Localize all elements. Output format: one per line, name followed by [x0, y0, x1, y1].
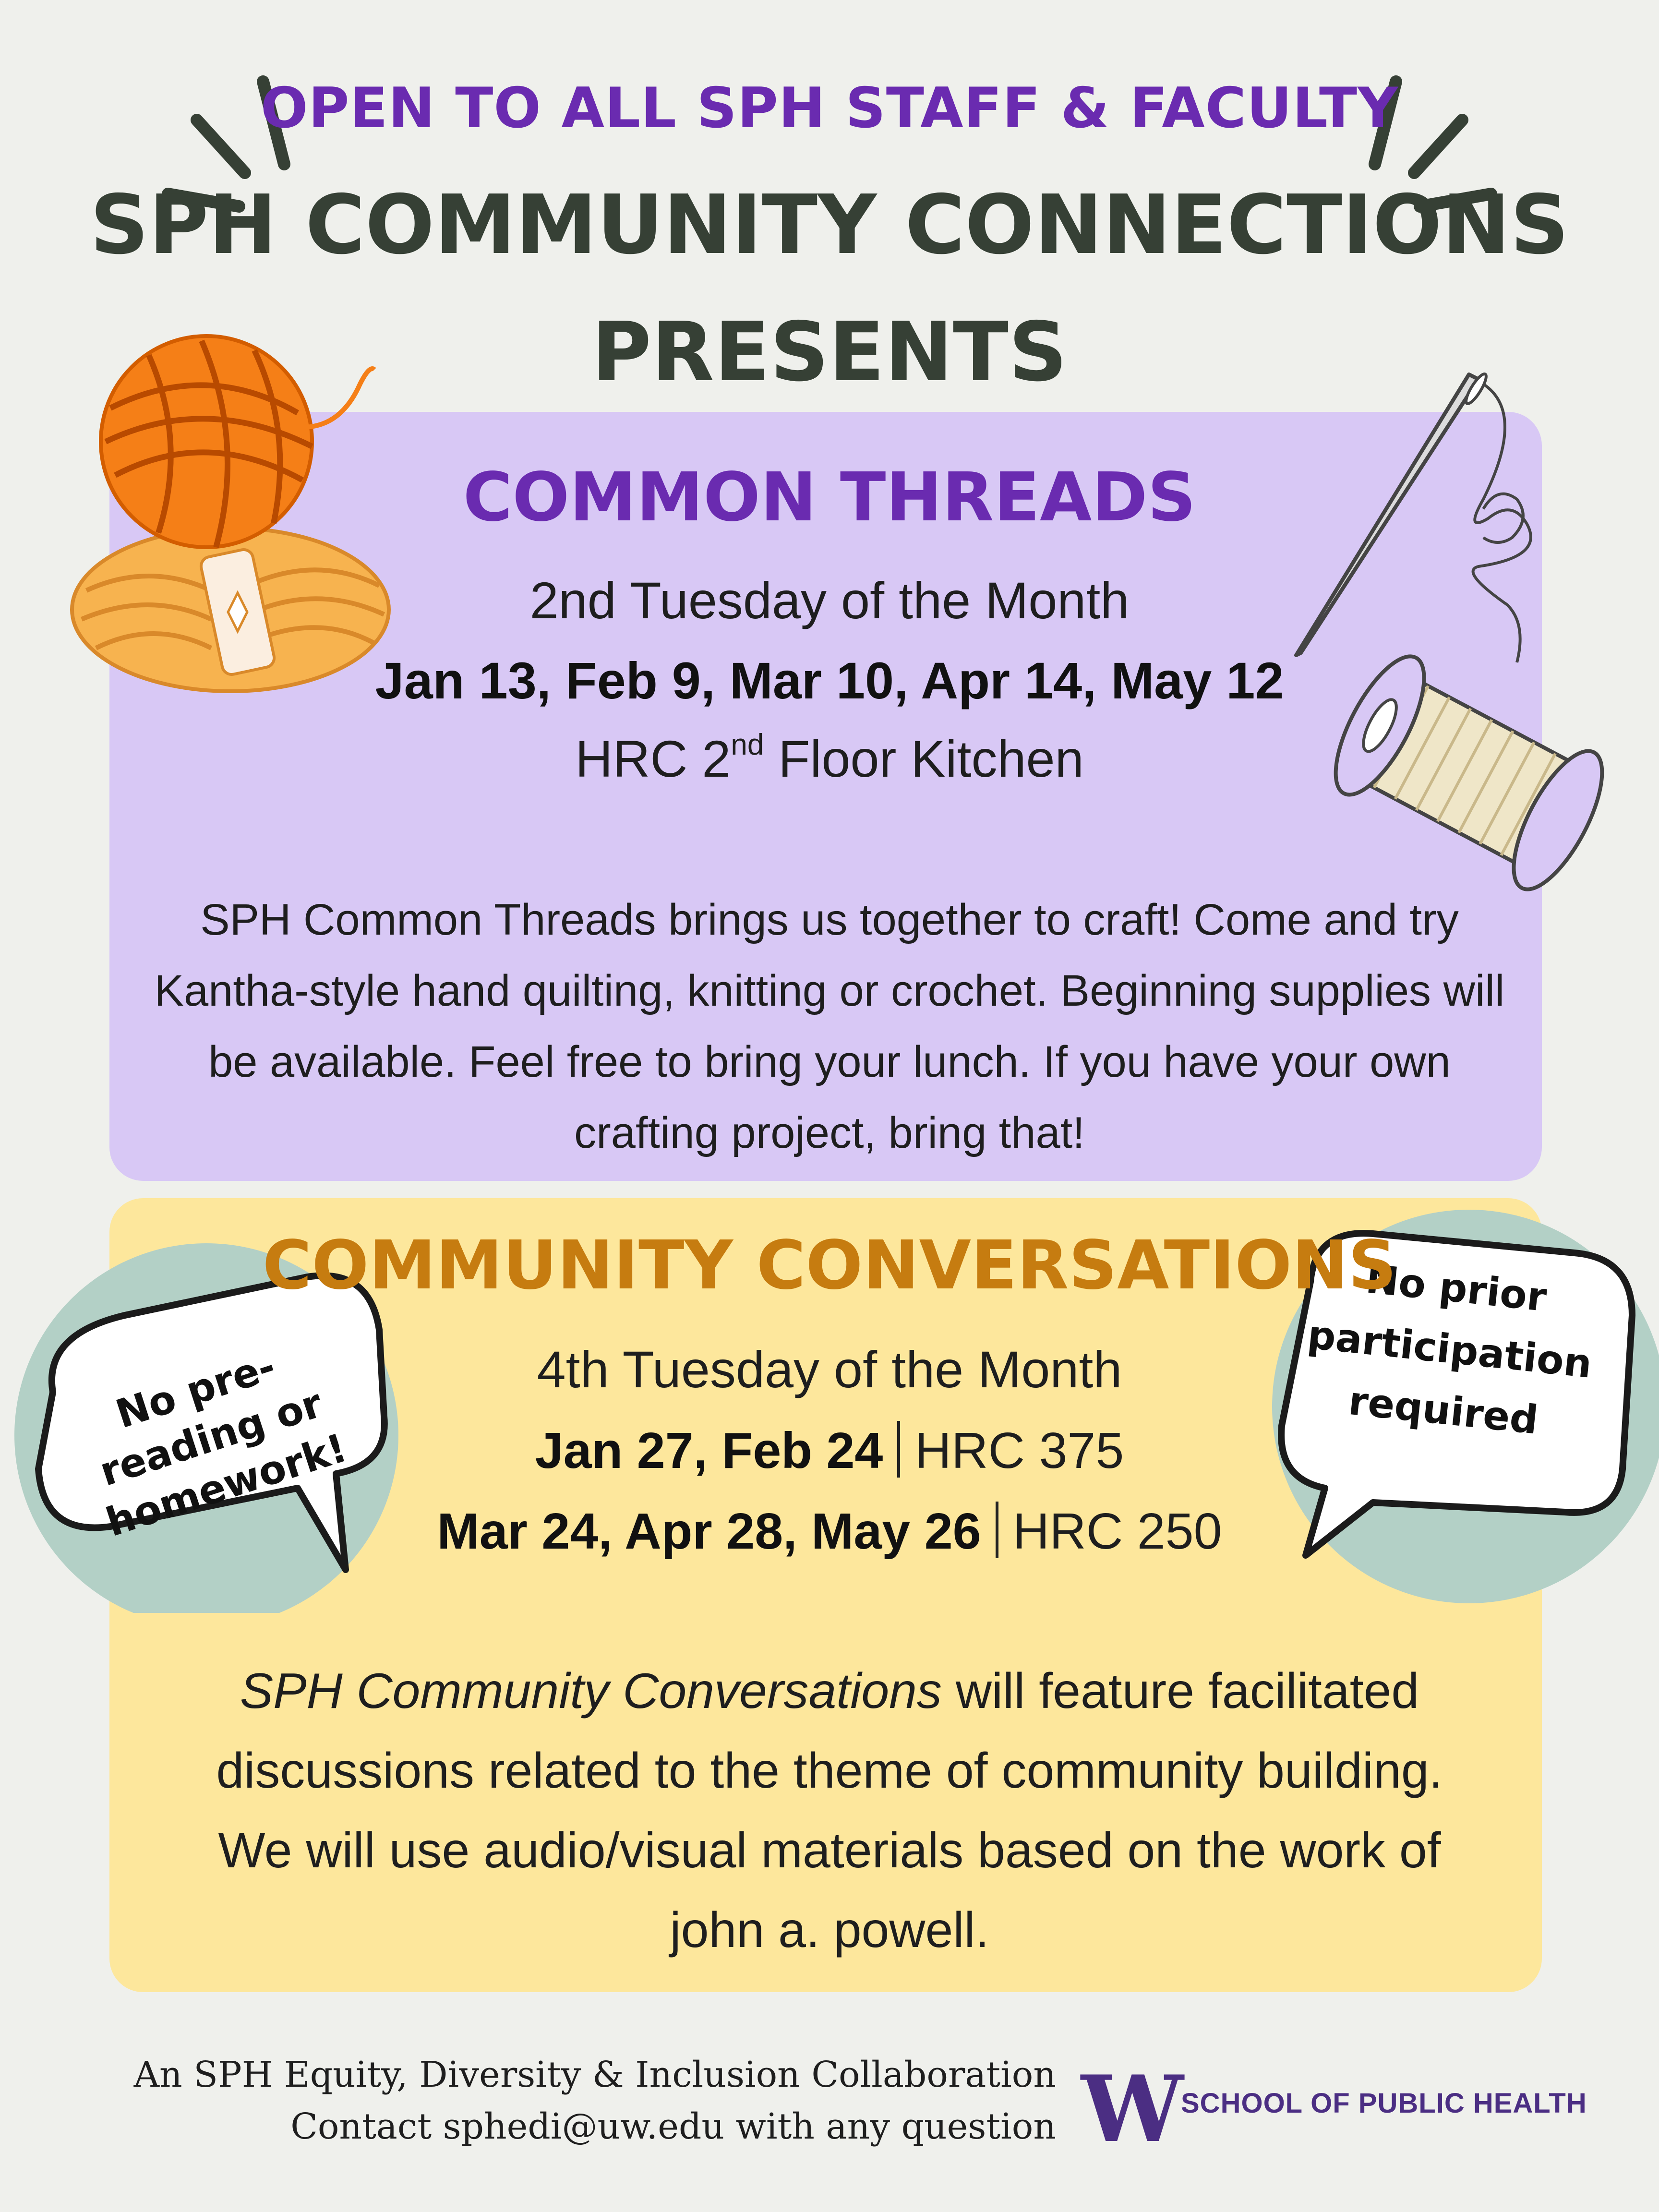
common-threads-schedule: 2nd Tuesday of the Month: [529, 571, 1130, 629]
location-prefix: HRC 2: [575, 730, 731, 788]
community-conversations-schedule: 4th Tuesday of the Month: [537, 1340, 1122, 1398]
session-dates: Mar 24, Apr 28, May 26: [437, 1503, 981, 1560]
separator: [996, 1502, 998, 1558]
separator: [897, 1421, 900, 1478]
common-threads-description: SPH Common Threads brings us together to craft! Come and try Kantha-style hand quilting, knitting or crochet. Beginning supplies will be available. Feel free to bring your lunch. If you have your own crafting project, bring that!: [154, 895, 1505, 1157]
description-rest: will feature facilitated discussions related to the theme of community building. We will use audio/visual materials based on the work of john a. powell.: [216, 1663, 1443, 1958]
common-threads-title: COMMON THREADS: [463, 458, 1196, 537]
footer-line-1: An SPH Equity, Diversity & Inclusion Collaboration: [133, 2054, 1056, 2095]
bubble-right-text: No prior participation required: [1305, 1256, 1594, 1443]
description-italic: SPH Community Conversations: [240, 1663, 942, 1719]
eyebrow-text: OPEN TO ALL SPH STAFF & FACULTY: [260, 76, 1399, 141]
page-title: SPH COMMUNITY CONNECTIONS: [90, 178, 1569, 273]
location-suffix: Floor Kitchen: [764, 730, 1084, 788]
location-sup: nd: [731, 728, 764, 761]
session-room: HRC 250: [1012, 1503, 1222, 1560]
session-row: [0, 1502, 1659, 1561]
common-threads-dates: Jan 13, Feb 9, Mar 10, Apr 14, May 12: [375, 651, 1284, 709]
session-dates: Jan 27, Feb 24: [535, 1422, 883, 1479]
session-row: [0, 1421, 1659, 1480]
page-subtitle: PRESENTS: [591, 305, 1068, 400]
uw-logo: W: [1081, 2056, 1184, 2163]
bubble-left-text: No pre-reading or homework!: [94, 1343, 353, 1546]
community-conversations-description: [202, 1651, 1457, 1970]
session-room: HRC 375: [914, 1422, 1124, 1479]
common-threads-location: [0, 729, 1659, 789]
footer-credit: [58, 2049, 1056, 2152]
footer-contact: Contact sphedi@uw.edu with any question: [290, 2106, 1056, 2147]
school-name: SCHOOL OF PUBLIC HEALTH: [1181, 2088, 1587, 2119]
community-conversations-title: COMMUNITY CONVERSATIONS: [262, 1226, 1397, 1305]
